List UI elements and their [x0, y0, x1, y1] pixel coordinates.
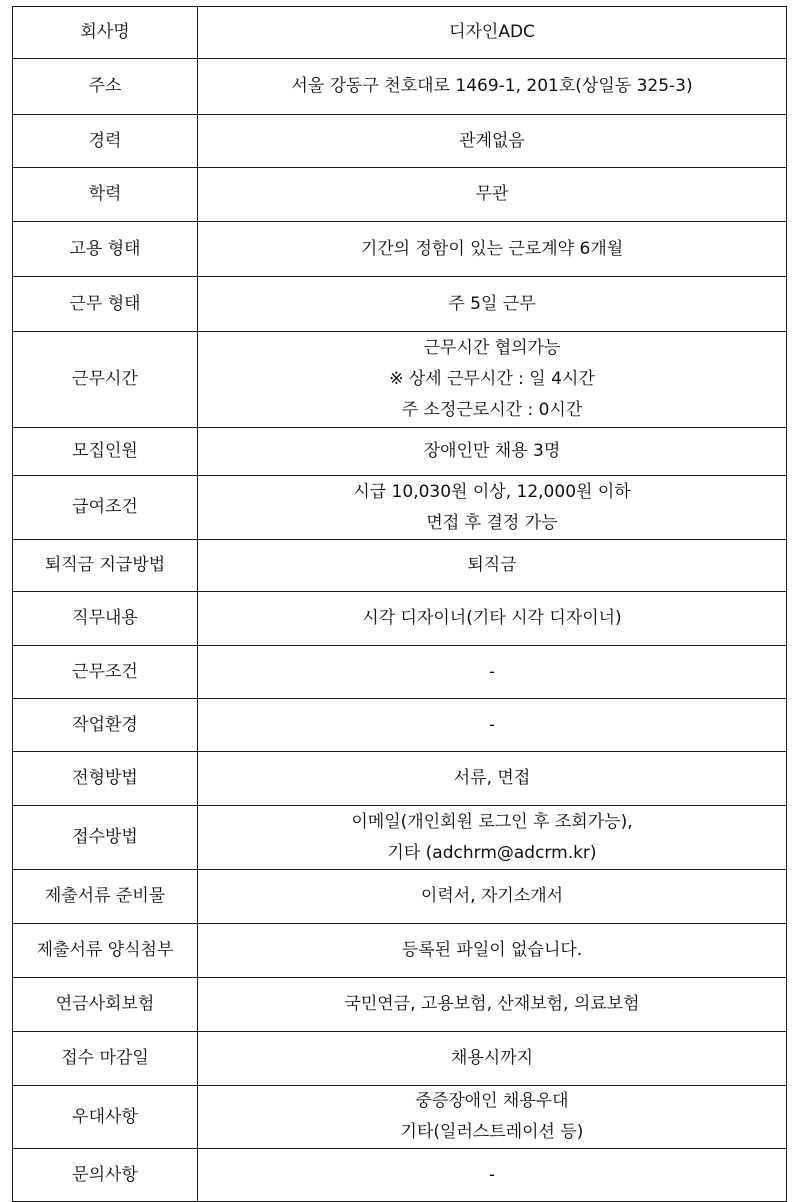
row-value [198, 699, 787, 752]
job-posting-table [12, 6, 787, 1202]
row-value [198, 1032, 787, 1086]
value-line: 무관 [475, 184, 509, 204]
value-line: 근무시간 협의가능 [423, 338, 561, 358]
row-label: 문의사항 [13, 1149, 198, 1202]
value-line: 디자인ADC [449, 22, 535, 42]
row-work-conditions [13, 646, 787, 699]
value-line: 이메일(개인회원 로그인 후 조회가능), [351, 811, 633, 832]
row-label: 주소 [13, 59, 198, 115]
value-line: - [488, 661, 496, 682]
row-value [198, 592, 787, 646]
row-label: 전형방법 [13, 752, 198, 806]
row-work-environment [13, 699, 787, 752]
row-value [198, 752, 787, 806]
value-line: 기타 (adchrm@adcrm.kr) [387, 842, 597, 863]
value-line: 주 소정근로시간 : 0시간 [401, 400, 583, 420]
row-documents-required [13, 870, 787, 924]
row-value [198, 646, 787, 699]
row-value [198, 1149, 787, 1202]
row-label: 회사명 [13, 7, 198, 59]
row-severance [13, 540, 787, 592]
row-label: 우대사항 [13, 1086, 198, 1149]
row-work-type [13, 277, 787, 332]
row-label: 경력 [13, 115, 198, 168]
row-document-attachment [13, 924, 787, 978]
row-education [13, 168, 787, 222]
value-line: 기간의 정함이 있는 근로계약 6개월 [360, 238, 624, 259]
value-line: 시각 디자이너(기타 시각 디자이너) [362, 608, 622, 628]
row-label: 제출서류 양식첨부 [13, 924, 198, 978]
row-work-hours [13, 332, 787, 428]
row-recruit-count [13, 428, 787, 476]
row-label: 근무조건 [13, 646, 198, 699]
row-label: 연금사회보험 [13, 978, 198, 1032]
row-value [198, 924, 787, 978]
row-label: 접수 마감일 [13, 1032, 198, 1086]
row-value [198, 428, 787, 476]
row-application-method [13, 806, 787, 870]
row-job-description [13, 592, 787, 646]
row-experience [13, 115, 787, 168]
value-line: 서류, 면접 [453, 768, 531, 788]
row-value [198, 168, 787, 222]
value-line: ※ 상세 근무시간 : 일 4시간 [389, 369, 595, 389]
row-social-insurance [13, 978, 787, 1032]
value-line: 중증장애인 채용우대 [415, 1091, 569, 1111]
row-value [198, 277, 787, 332]
row-label: 직무내용 [13, 592, 198, 646]
row-value [198, 476, 787, 540]
row-selection-method [13, 752, 787, 806]
value-line: 국민연금, 고용보험, 산재보험, 의료보험 [344, 994, 640, 1014]
value-line: 장애인만 채용 3명 [423, 441, 561, 461]
row-company-name [13, 7, 787, 59]
row-label: 제출서류 준비물 [13, 870, 198, 924]
row-inquiries [13, 1149, 787, 1202]
row-value [198, 870, 787, 924]
row-label: 모집인원 [13, 428, 198, 476]
row-preferences [13, 1086, 787, 1149]
row-value [198, 978, 787, 1032]
row-value [198, 7, 787, 59]
row-value [198, 806, 787, 870]
row-value [198, 222, 787, 277]
row-label: 학력 [13, 168, 198, 222]
value-line: 주 5일 근무 [448, 293, 536, 314]
row-deadline [13, 1032, 787, 1086]
value-line: 기타(일러스트레이션 등) [400, 1122, 584, 1142]
row-value [198, 115, 787, 168]
row-employment-type [13, 222, 787, 277]
row-label: 고용 형태 [13, 222, 198, 277]
row-label: 근무시간 [13, 332, 198, 428]
value-line: 면접 후 결정 가능 [426, 512, 558, 533]
value-line: - [488, 714, 496, 735]
value-line: 퇴직금 [467, 555, 517, 575]
row-value [198, 332, 787, 428]
row-label: 접수방법 [13, 806, 198, 870]
row-salary [13, 476, 787, 540]
row-label: 근무 형태 [13, 277, 198, 332]
value-line: 관계없음 [459, 130, 525, 151]
value-line: 서울 강동구 천호대로 1469-1, 201호(상일동 325-3) [291, 76, 693, 96]
row-address [13, 59, 787, 115]
row-value [198, 1086, 787, 1149]
row-label: 급여조건 [13, 476, 198, 540]
value-line: 시급 10,030원 이상, 12,000원 이하 [353, 481, 631, 502]
value-line: - [488, 1164, 496, 1185]
row-value [198, 59, 787, 115]
row-label: 작업환경 [13, 699, 198, 752]
row-label: 퇴직금 지급방법 [13, 540, 198, 592]
value-line: 등록된 파일이 없습니다. [401, 940, 583, 960]
value-line: 채용시까지 [450, 1048, 534, 1068]
row-value [198, 540, 787, 592]
value-line: 이력서, 자기소개서 [420, 886, 564, 906]
job-posting-table-body [13, 7, 787, 1202]
